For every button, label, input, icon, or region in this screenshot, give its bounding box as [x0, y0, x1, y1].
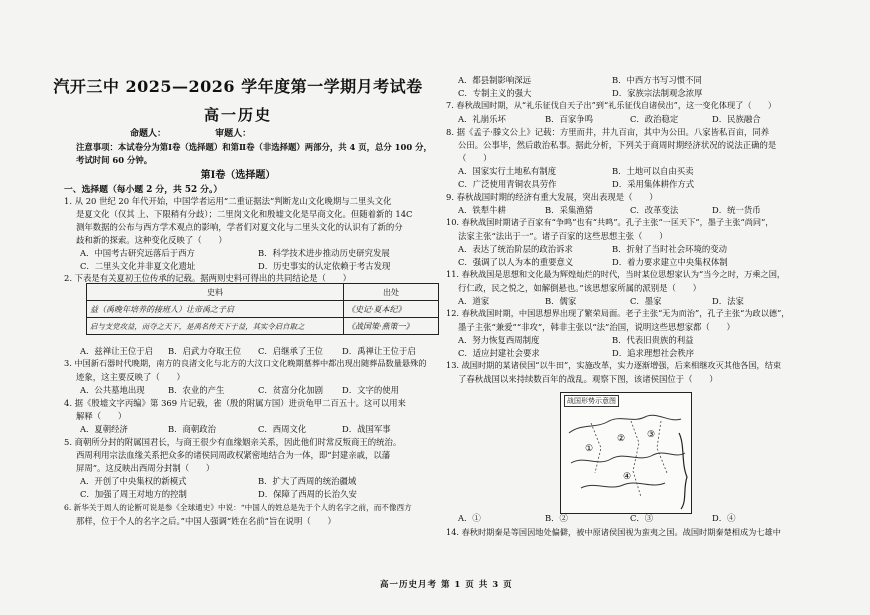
q10-option-d[interactable]: D．着力要求建立中央集权体制	[612, 257, 728, 267]
q11-option-d[interactable]: D．法家	[712, 296, 744, 306]
q13-option-b[interactable]: B．②	[545, 513, 568, 523]
q7-option-c[interactable]: C．政治稳定	[630, 114, 679, 124]
map-marker-3: ③	[647, 430, 656, 440]
table-row	[87, 318, 439, 335]
question-4-line-1: 4. 据《殷墟文字丙编》第 369 片记载，雀（殷的附属方国）进贡龟甲二百五十。这可以用来	[64, 398, 406, 408]
q3-option-a[interactable]: A．公共墓地出现	[80, 385, 145, 395]
exam-notice: 注意事项：本试卷分为第Ⅰ卷（选择题）和第Ⅱ卷（非选择题）两部分，共 4 页，总分 100 分，考试时间 60 分钟。	[76, 142, 432, 165]
section-heading: 一、选择题（每小题 2 分，共 52 分。）	[64, 185, 223, 195]
author-label: 命题人：	[130, 129, 167, 139]
q6-option-d[interactable]: D．家族宗法制观念浓厚	[612, 88, 703, 98]
table-cell: 《战国策·燕策一》	[344, 318, 439, 335]
q13-option-c[interactable]: C．③	[630, 513, 654, 523]
q1-option-c[interactable]: C．二里头文化并非夏文化遗址	[80, 261, 196, 271]
warring-states-map	[560, 392, 692, 514]
q7-option-b[interactable]: B．百家争鸣	[545, 114, 594, 124]
q4-option-d[interactable]: D．战国军事	[342, 424, 391, 434]
q5-option-b[interactable]: B．扩大了西周的统治疆域	[258, 476, 357, 486]
table-cell: 《史记·夏本纪》	[344, 301, 439, 318]
subject-title: 高一历史	[203, 106, 272, 124]
q8-option-a[interactable]: A．国家实行土地私有制度	[458, 166, 557, 176]
question-10-line-1: 10. 春秋战国时期诸子百家有“争鸣”也有“共鸣”。孔子主张“一匡天下”，墨子主张“尚同”，	[446, 217, 774, 227]
q5-option-a[interactable]: A．开创了中央集权的新模式	[80, 476, 187, 486]
question-6-line-1: 6. 新华关于周人的论断可说是参《全球通史》中说：“中国人的姓总是先于个人的名字之前，而不像西方	[64, 503, 412, 512]
q2-option-d[interactable]: D．禹禅让王位于启	[342, 346, 416, 356]
question-11-line-1: 11. 春秋战国是思想和文化最为辉煌灿烂的时代，当时某位思想家认为“当今之时，万乘之国，	[446, 269, 786, 279]
table-row	[87, 301, 439, 318]
question-3-line-2: 迹象，这主要反映了（ ）	[76, 372, 185, 382]
q10-option-a[interactable]: A．表达了统治阶层的政治诉求	[458, 244, 573, 254]
q7-option-d[interactable]: D．民族融合	[712, 114, 761, 124]
author-line	[130, 126, 410, 139]
q9-option-b[interactable]: B．采集渔猎	[545, 205, 594, 215]
question-14-line-1: 14. 春秋时期秦是等国因地处偏僻，被中原诸侯国视为蛮夷之国。战国时期秦楚相成为七雄中	[446, 527, 781, 537]
question-1-line-1: 1. 从 20 世纪 20 年代开始，中国学者运用“二重证据法”判断龙山文化晚期与二里头文化	[64, 196, 392, 206]
exam-title: 汽开三中 2025—2026 学年度第一学期月考试卷	[53, 77, 423, 96]
q9-option-a[interactable]: A．铁犁牛耕	[458, 205, 506, 215]
table-cell: 益（禹晚年培养的接班人）让帝禹之子启	[87, 301, 344, 318]
q13-option-a[interactable]: A．①	[458, 513, 481, 523]
question-8-line-2: 公田。公事毕，然后敢治私事。据此分析，下列关于商周时期经济状况的说法正确的是	[458, 140, 777, 150]
page-footer: 高一历史月考 第 1 页 共 3 页	[380, 580, 513, 590]
q11-option-c[interactable]: C．墨家	[630, 296, 662, 306]
question-12-line-2: 墨子主张“兼爱”“非攻”，韩非主张以“法”治国，说明这些思想家都（ ）	[458, 322, 735, 332]
question-4-line-2: 解释（ ）	[76, 411, 127, 421]
table-header-source: 史料	[87, 284, 344, 301]
question-1-line-4: 歧和新的探索。这种变化反映了（ ）	[76, 235, 227, 245]
part-one-heading: 第Ⅰ卷（选择题）	[200, 170, 276, 181]
q3-option-b[interactable]: B．农业的产生	[168, 385, 225, 395]
question-7-stem: 7. 春秋战国时期，从“礼乐征伐自天子出”到“礼乐征伐自诸侯出”，这一变化体现了（ ）	[446, 100, 777, 110]
q6-option-c[interactable]: C．专制主义的强大	[458, 88, 532, 98]
q9-option-c[interactable]: C．改革变法	[630, 205, 679, 215]
question-2-stem: 2. 下表是有关夏初王位传承的记载。据两则史料可得出的共同结论是（ ）	[64, 273, 352, 283]
question-6-line-2: 那样，位于个人的名字之后。”中国人强调“姓在名前”旨在说明（ ）	[76, 516, 336, 526]
map-marker-4: ④	[623, 472, 632, 482]
map-marker-1: ①	[585, 444, 594, 454]
q12-option-d[interactable]: D．追求理想社会秩序	[612, 348, 695, 358]
q7-option-a[interactable]: A．礼崩乐坏	[458, 114, 506, 124]
question-1-line-3: 测年数据的公布与西方学术观点的影响，学者们对夏文化与二里头文化的认识有了新的分	[76, 222, 403, 232]
map-drawing	[561, 393, 691, 513]
map-title: 战国形势示意图	[564, 395, 619, 407]
q9-option-d[interactable]: D．统一货币	[712, 205, 761, 215]
table-cell: 启与支党攻益，而夺之天下，是禹名传天下于益，其实令启自取之	[87, 318, 344, 335]
q6-option-a[interactable]: A．都县制影响深远	[458, 75, 532, 85]
question-5-line-2: 西周利用宗法血缘关系把众多的诸侯同周政权紧密地结合为一体，即“封建亲戚，以藩	[76, 450, 391, 460]
q12-option-b[interactable]: B．代表旧贵族的利益	[612, 335, 694, 345]
question-8-line-1: 8. 据《孟子·滕文公上》记载：方里而井，井九百亩，其中为公田。八家皆私百亩，同养	[446, 127, 770, 137]
q12-option-c[interactable]: C．适应封建社会要求	[458, 348, 540, 358]
question-13-line-2: 了春秋战国以来持续数百年的战乱。观察下图，该诸侯国位于（ ）	[458, 374, 718, 384]
q4-option-b[interactable]: B．商朝政治	[168, 424, 217, 434]
q4-option-c[interactable]: C．西周文化	[258, 424, 307, 434]
question-9-stem: 9. 春秋战国时期的经济有重大发展，突出表现是（ ）	[446, 192, 658, 202]
q2-option-b[interactable]: B．启武力夺取王位	[168, 346, 242, 356]
question-13-line-1: 13. 战国时期的某诸侯国“以牛田”，实施改革，实力逐渐增强，后来相继攻灭其他各国，结束	[446, 360, 782, 370]
question-3-line-1: 3. 中国新石器时代晚期，南方的良渚文化与北方的大汶口文化晚期墓葬中都出现出随葬品数量悬殊的	[64, 358, 427, 368]
q10-option-b[interactable]: B．折射了当时社会环境的变动	[612, 244, 728, 254]
q10-option-c[interactable]: C．强调了以人为本的重要意义	[458, 257, 574, 267]
question-12-line-1: 12. 春秋战国时期，中国思想界出现了繁荣局面。老子主张“无为而治”，孔子主张“为政以德”，	[446, 308, 790, 318]
q5-option-c[interactable]: C．加强了周王对地方的控制	[80, 489, 187, 499]
map-marker-2: ②	[617, 434, 626, 444]
question-5-line-1: 5. 商朝所分封的附属国君长，与商王很少有血缘姻亲关系，因此他们时常反叛商王的统治。	[64, 437, 402, 447]
q13-option-d[interactable]: D．④	[712, 513, 736, 523]
q2-option-c[interactable]: C．启继承了王位	[258, 346, 324, 356]
reviewer-label: 审题人：	[215, 129, 252, 139]
question-8-line-3: （ ）	[458, 153, 492, 163]
q8-option-c[interactable]: C．广泛使用青铜农具劳作	[458, 179, 557, 189]
question-10-line-2: 法家主张“法出于一”。诸子百家的这些思想主张（ ）	[458, 231, 668, 241]
q1-option-d[interactable]: D．历史事实的认定依赖于考古发现	[258, 261, 391, 271]
q8-option-d[interactable]: D．采用集体耕作方式	[612, 179, 695, 189]
q3-option-c[interactable]: C．贫富分化加剧	[258, 385, 324, 395]
table-header-origin: 出处	[344, 284, 439, 301]
question-1-line-2: 是夏文化（仅其 上、下限稍有分歧）；二里岗文化和殷墟文化是早商文化。但随着新的 14C	[76, 209, 413, 219]
q1-option-a[interactable]: A．中国考古研究远落后于西方	[80, 248, 195, 258]
q8-option-b[interactable]: B．土地可以自由买卖	[612, 166, 694, 176]
q5-option-d[interactable]: D．保障了西周的长治久安	[258, 489, 357, 499]
q11-option-b[interactable]: B．儒家	[545, 296, 577, 306]
q11-option-a[interactable]: A．道家	[458, 296, 490, 306]
q1-option-b[interactable]: B．科学技术进步推动历史研究发展	[258, 248, 390, 258]
question-11-line-2: 行仁政，民之悦之，如解倒悬也。”该思想家所属的派别是（ ）	[458, 283, 701, 293]
source-table	[86, 283, 439, 335]
q2-option-a[interactable]: A．兹禅让王位于启	[80, 346, 154, 356]
q6-option-b[interactable]: B．中西方书写习惯不同	[612, 75, 702, 85]
q3-option-d[interactable]: D．文字的使用	[342, 385, 399, 395]
q12-option-a[interactable]: A．努力恢复西周制度	[458, 335, 540, 345]
q4-option-a[interactable]: A．夏朝经济	[80, 424, 128, 434]
question-5-line-3: 屏周”。这反映出西周分封制（ ）	[76, 463, 215, 473]
